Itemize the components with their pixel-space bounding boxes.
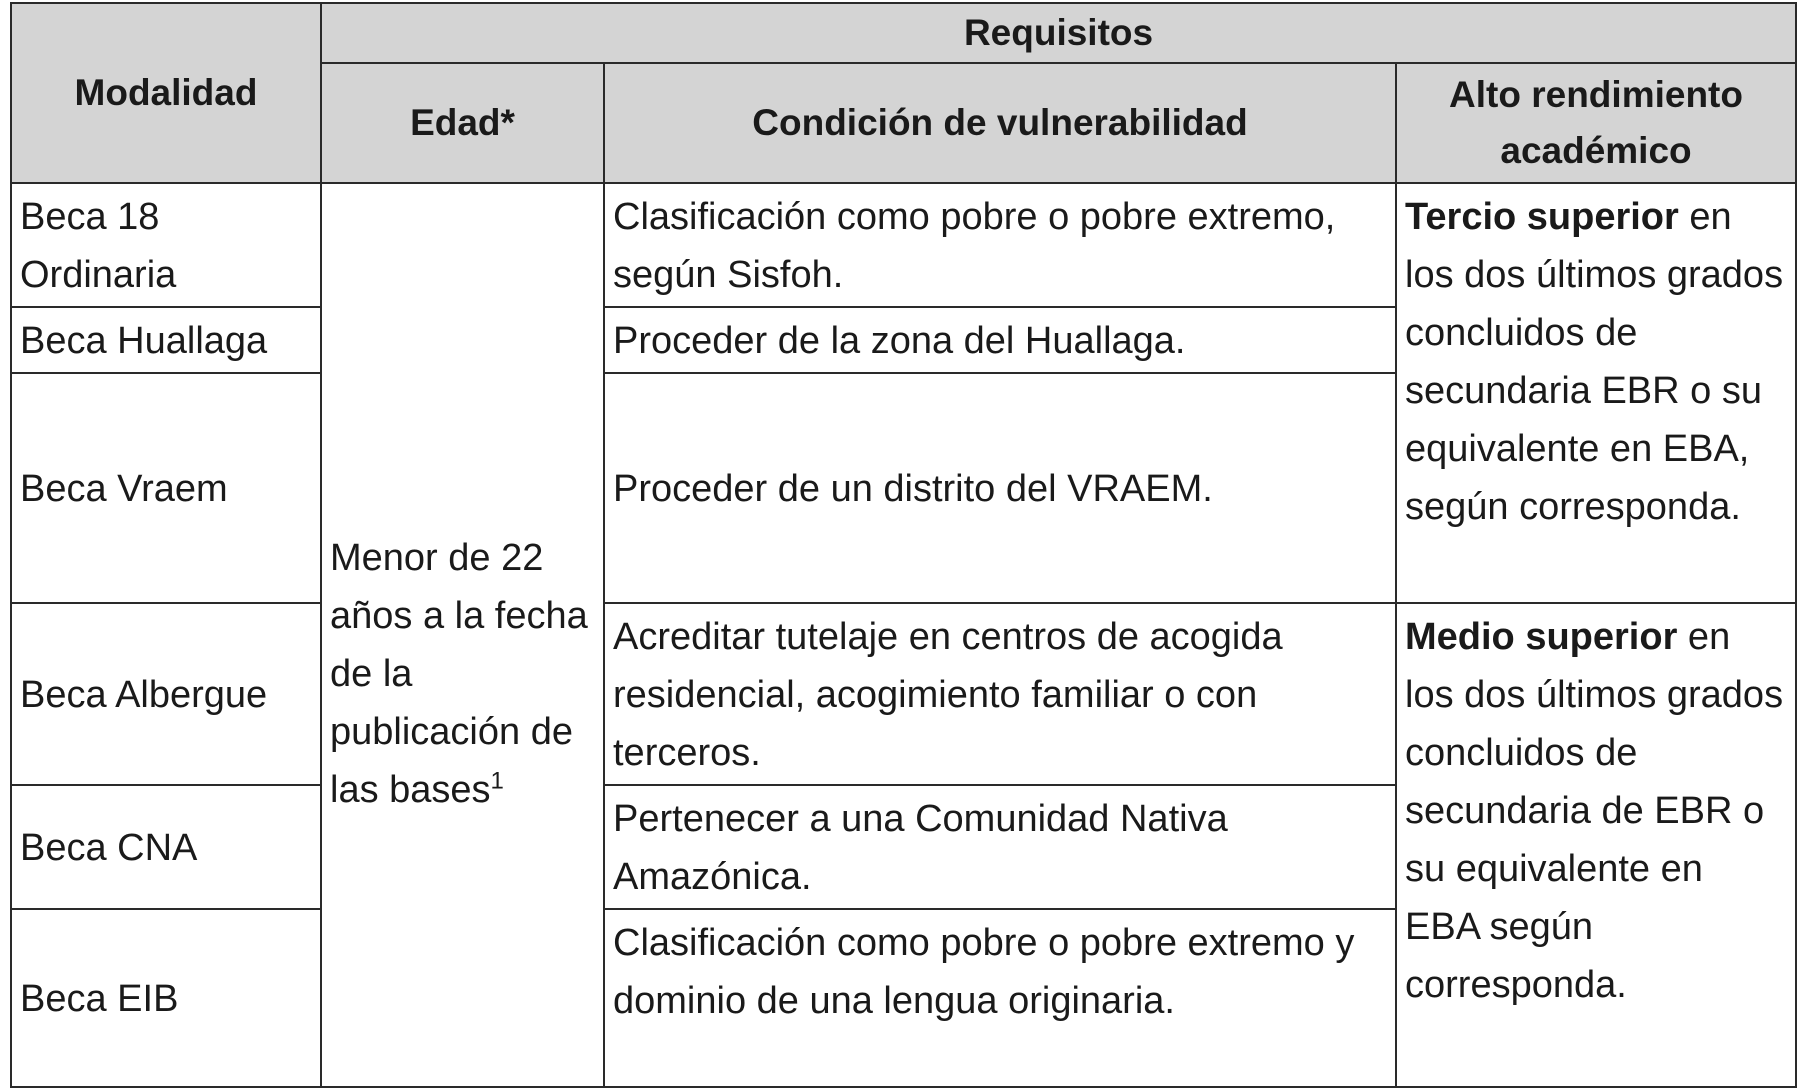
cell-condicion: Clasificación como pobre o pobre extremo y dominio de una lengua originaria. bbox=[604, 909, 1396, 1087]
header-requisitos: Requisitos bbox=[321, 3, 1796, 63]
cell-rendimiento-medio bbox=[1396, 603, 1796, 1087]
rendimiento-bold: Medio superior bbox=[1405, 616, 1678, 658]
cell-condicion: Proceder de la zona del Huallaga. bbox=[604, 307, 1396, 373]
header-alto-rendimiento: Alto rendimiento académico bbox=[1396, 63, 1796, 183]
cell-rendimiento-tercio bbox=[1396, 183, 1796, 603]
cell-condicion: Acreditar tutelaje en centros de acogida residencial, acogimiento familiar o con terceros. bbox=[604, 603, 1396, 785]
table-row bbox=[11, 183, 1796, 307]
header-modalidad: Modalidad bbox=[11, 3, 321, 183]
cell-modalidad: Beca 18 Ordinaria bbox=[11, 183, 321, 307]
edad-text: Menor de 22 años a la fecha de la publicación de las bases bbox=[330, 537, 588, 811]
rendimiento-bold: Tercio superior bbox=[1405, 196, 1679, 238]
cell-condicion: Clasificación como pobre o pobre extremo, según Sisfoh. bbox=[604, 183, 1396, 307]
edad-footnote: 1 bbox=[490, 767, 504, 795]
cell-modalidad: Beca Vraem bbox=[11, 373, 321, 603]
cell-condicion: Proceder de un distrito del VRAEM. bbox=[604, 373, 1396, 603]
cell-modalidad: Beca Huallaga bbox=[11, 307, 321, 373]
rendimiento-text: en los dos últimos grados concluidos de secundaria EBR o su equivalente en EBA, según corresponda. bbox=[1405, 196, 1784, 528]
cell-modalidad: Beca CNA bbox=[11, 785, 321, 909]
cell-edad bbox=[321, 183, 604, 1087]
header-condicion: Condición de vulnerabilidad bbox=[604, 63, 1396, 183]
table-row bbox=[11, 603, 1796, 785]
header-edad: Edad* bbox=[321, 63, 604, 183]
requirements-table bbox=[10, 2, 1797, 1088]
cell-condicion: Pertenecer a una Comunidad Nativa Amazónica. bbox=[604, 785, 1396, 909]
cell-modalidad: Beca Albergue bbox=[11, 603, 321, 785]
cell-modalidad: Beca EIB bbox=[11, 909, 321, 1087]
rendimiento-text: en los dos últimos grados concluidos de secundaria de EBR o su equivalente en EBA según corresponda. bbox=[1405, 616, 1784, 1006]
